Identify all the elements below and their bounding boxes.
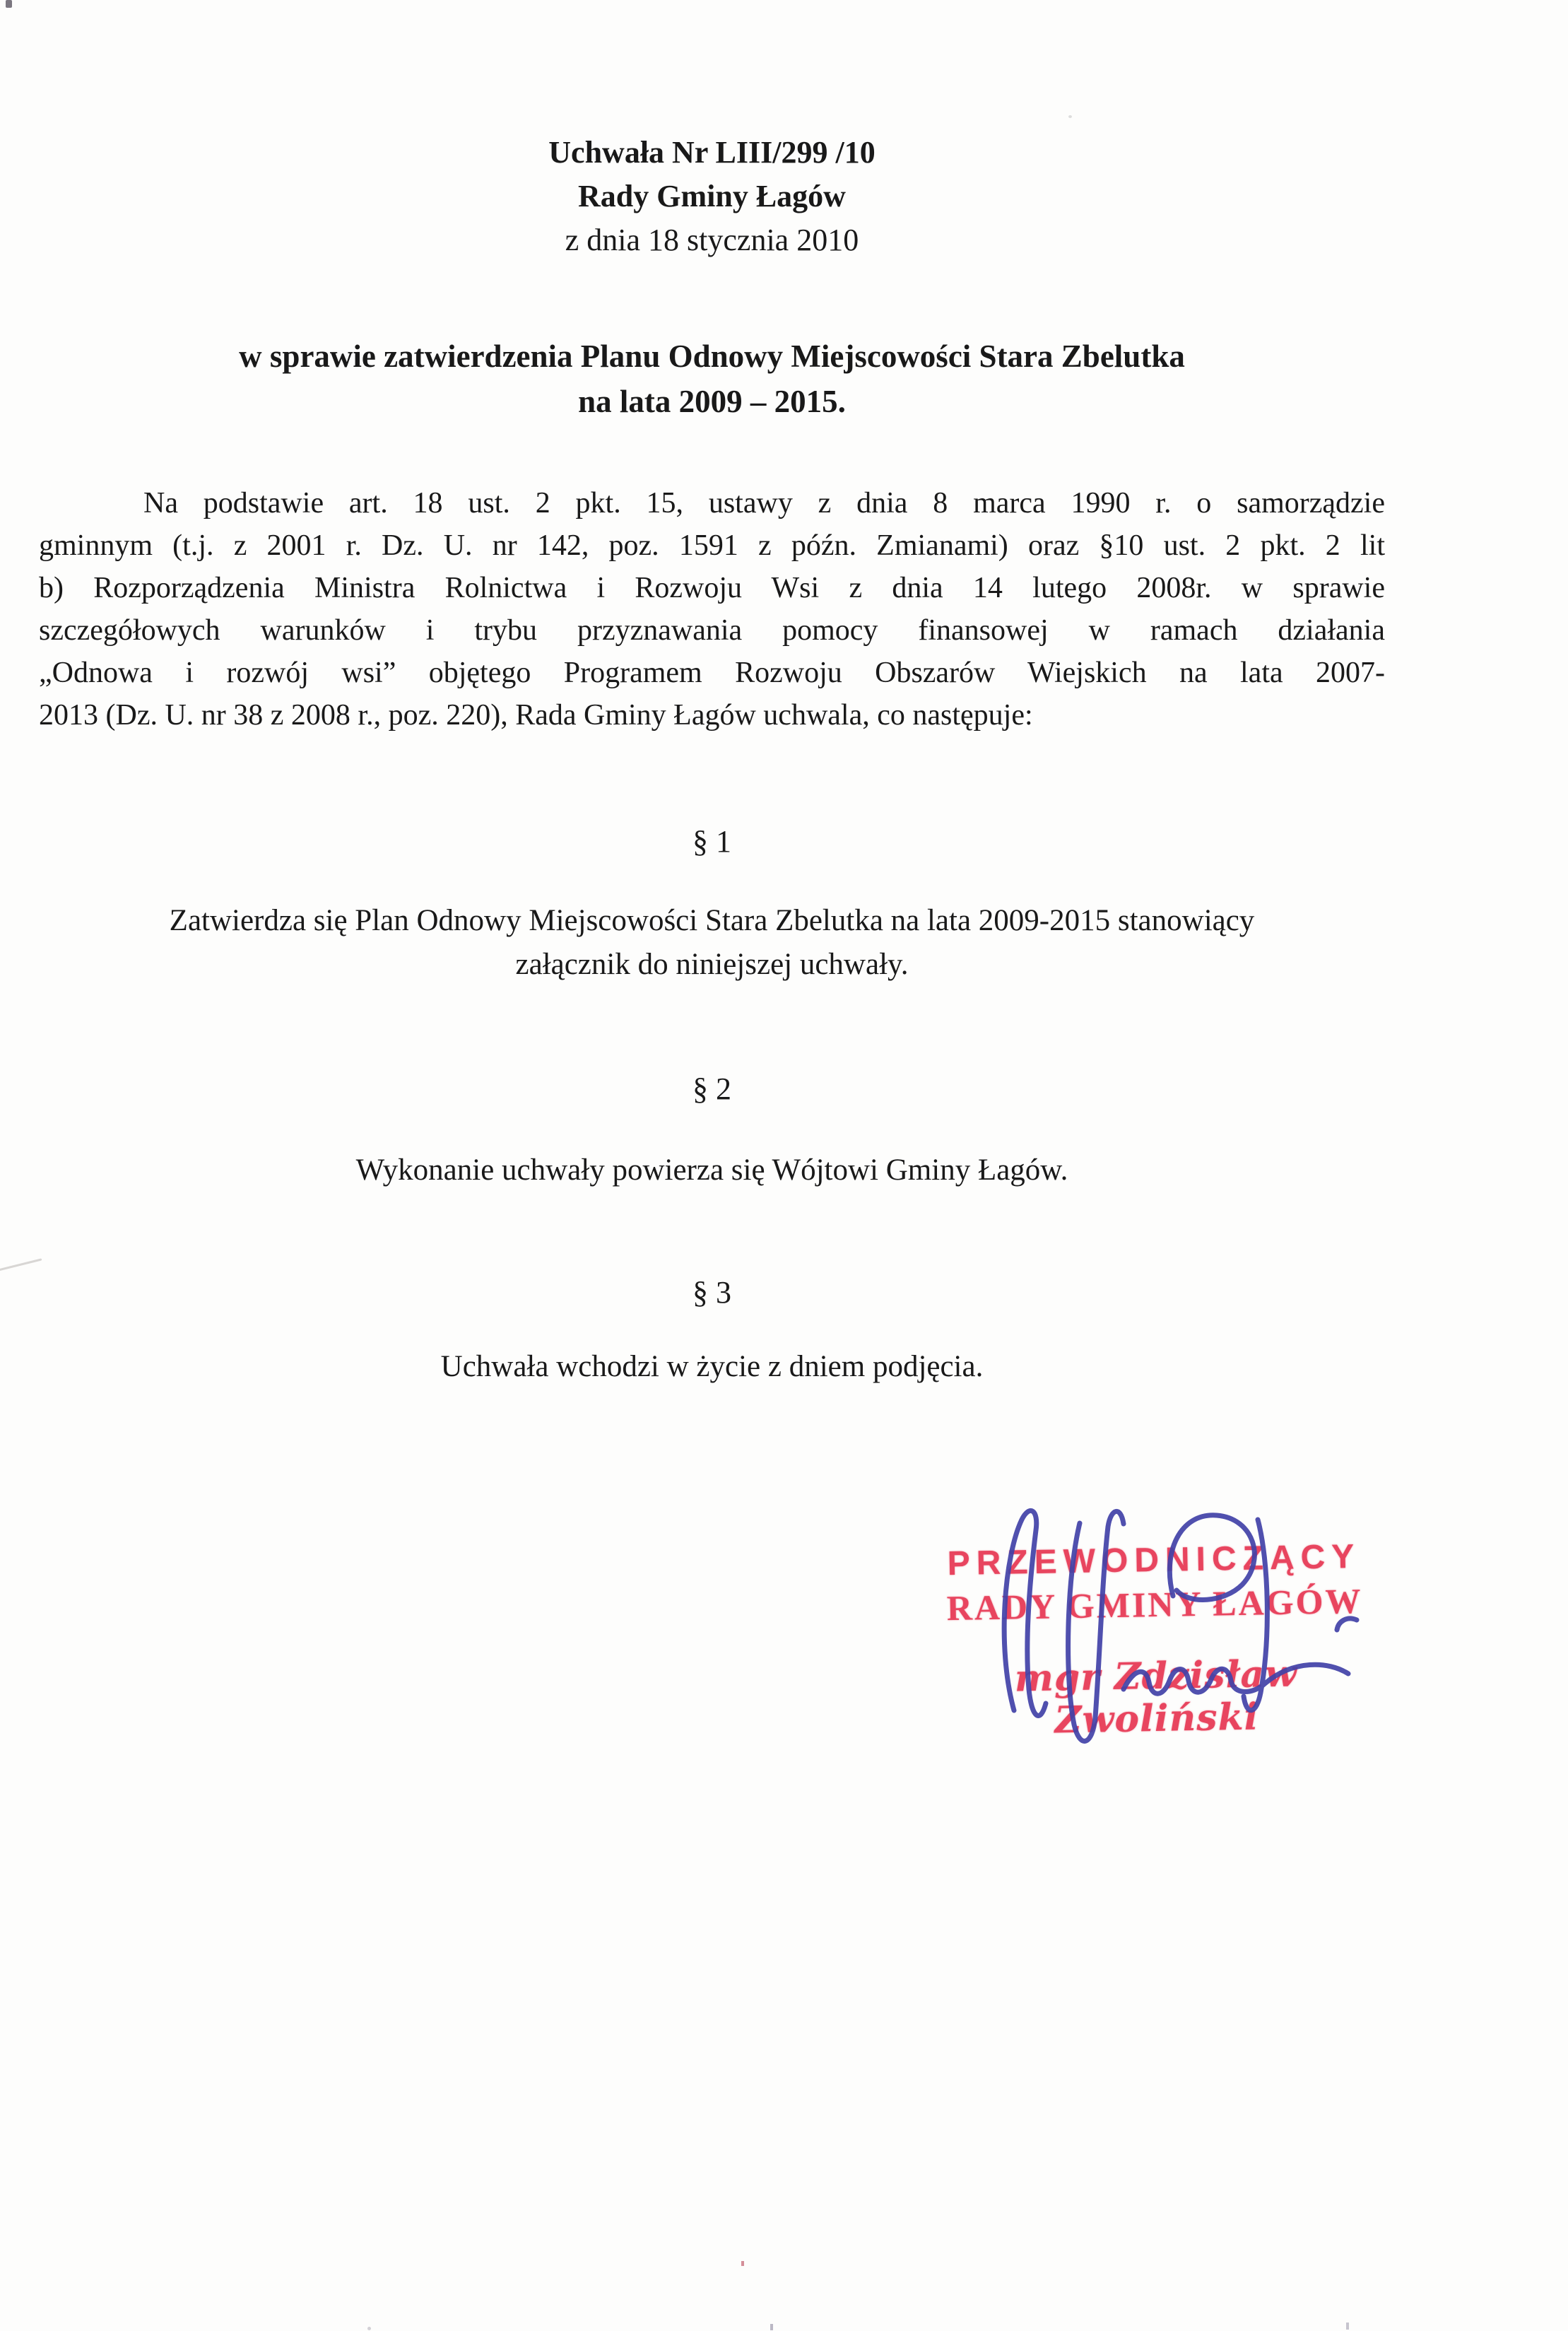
section-2-text xyxy=(39,1149,1385,1192)
signature-stroke xyxy=(1337,1619,1357,1630)
section-3-text xyxy=(39,1345,1385,1389)
preamble-line: gminnym (t.j. z 2001 r. Dz. U. nr 142, poz. 1591 z późn. Zmianami) oraz §10 ust. 2 pkt. 2 lit xyxy=(39,529,1385,562)
section-1-line: załącznik do niniejszej uchwały. xyxy=(515,948,909,981)
scan-artifact xyxy=(770,2324,773,2330)
preamble-line: 2013 (Dz. U. nr 38 z 2008 r., poz. 220), Rada Gminy Łagów uchwala, co następuje: xyxy=(39,699,1033,732)
subject-line-1: w sprawie zatwierdzenia Planu Odnowy Miejscowości Stara Zbelutka xyxy=(239,339,1185,374)
stamp-signer-name: mgr Zdzisław Zwoliński xyxy=(1014,1652,1298,1742)
resolution-subject xyxy=(39,334,1385,424)
section-3-line: Uchwała wchodzi w życie z dniem podjęcia. xyxy=(440,1350,984,1383)
section-1-line: Zatwierdza się Plan Odnowy Miejscowości Stara Zbelutka na lata 2009-2015 stanowiący xyxy=(169,904,1255,937)
signature-stroke xyxy=(1004,1510,1046,1715)
scan-artifact xyxy=(1346,2323,1349,2330)
preamble-line: szczegółowych warunków i trybu przyznawania pomocy finansowej w ramach działania xyxy=(39,614,1385,647)
preamble-line: Na podstawie art. 18 ust. 2 pkt. 15, ustawy z dnia 8 marca 1990 r. o samorządzie xyxy=(143,487,1385,519)
scan-artifact xyxy=(741,2261,744,2266)
preamble-line: b) Rozporządzenia Ministra Rolnictwa i Rozwoju Wsi z dnia 14 lutego 2008r. w sprawie xyxy=(39,572,1385,604)
scan-artifact xyxy=(367,2327,371,2330)
resolution-number: Uchwała Nr LIII/299 /10 xyxy=(548,135,876,170)
section-1-mark: § 1 xyxy=(692,824,731,859)
scan-artifact xyxy=(6,0,12,8)
scan-artifact xyxy=(1068,115,1072,118)
stamp-title-line: PRZEWODNICZĄCY xyxy=(947,1537,1361,1583)
handwritten-signature xyxy=(961,1491,1427,1746)
stamp-council-line: RADY GMINY ŁAGÓW xyxy=(946,1580,1363,1628)
document-header xyxy=(39,131,1385,262)
signature-stroke xyxy=(1169,1515,1254,1600)
legal-basis-paragraph xyxy=(39,482,1385,736)
section-1-text xyxy=(39,899,1385,987)
resolution-date: z dnia 18 stycznia 2010 xyxy=(565,223,859,257)
section-3-mark: § 3 xyxy=(692,1275,731,1310)
section-2-line: Wykonanie uchwały powierza się Wójtowi Gminy Łagów. xyxy=(355,1153,1068,1187)
council-name: Rady Gminy Łagów xyxy=(578,179,846,213)
preamble-line: „Odnowa i rozwój wsi” objętego Programem Rozwoju Obszarów Wiejskich na lata 2007- xyxy=(39,657,1385,689)
scan-artifact xyxy=(0,1258,42,1271)
signature-stroke xyxy=(1124,1664,1348,1693)
signature-stroke xyxy=(1068,1511,1124,1741)
subject-line-2: na lata 2009 – 2015. xyxy=(578,384,846,419)
section-2-mark: § 2 xyxy=(692,1071,731,1106)
